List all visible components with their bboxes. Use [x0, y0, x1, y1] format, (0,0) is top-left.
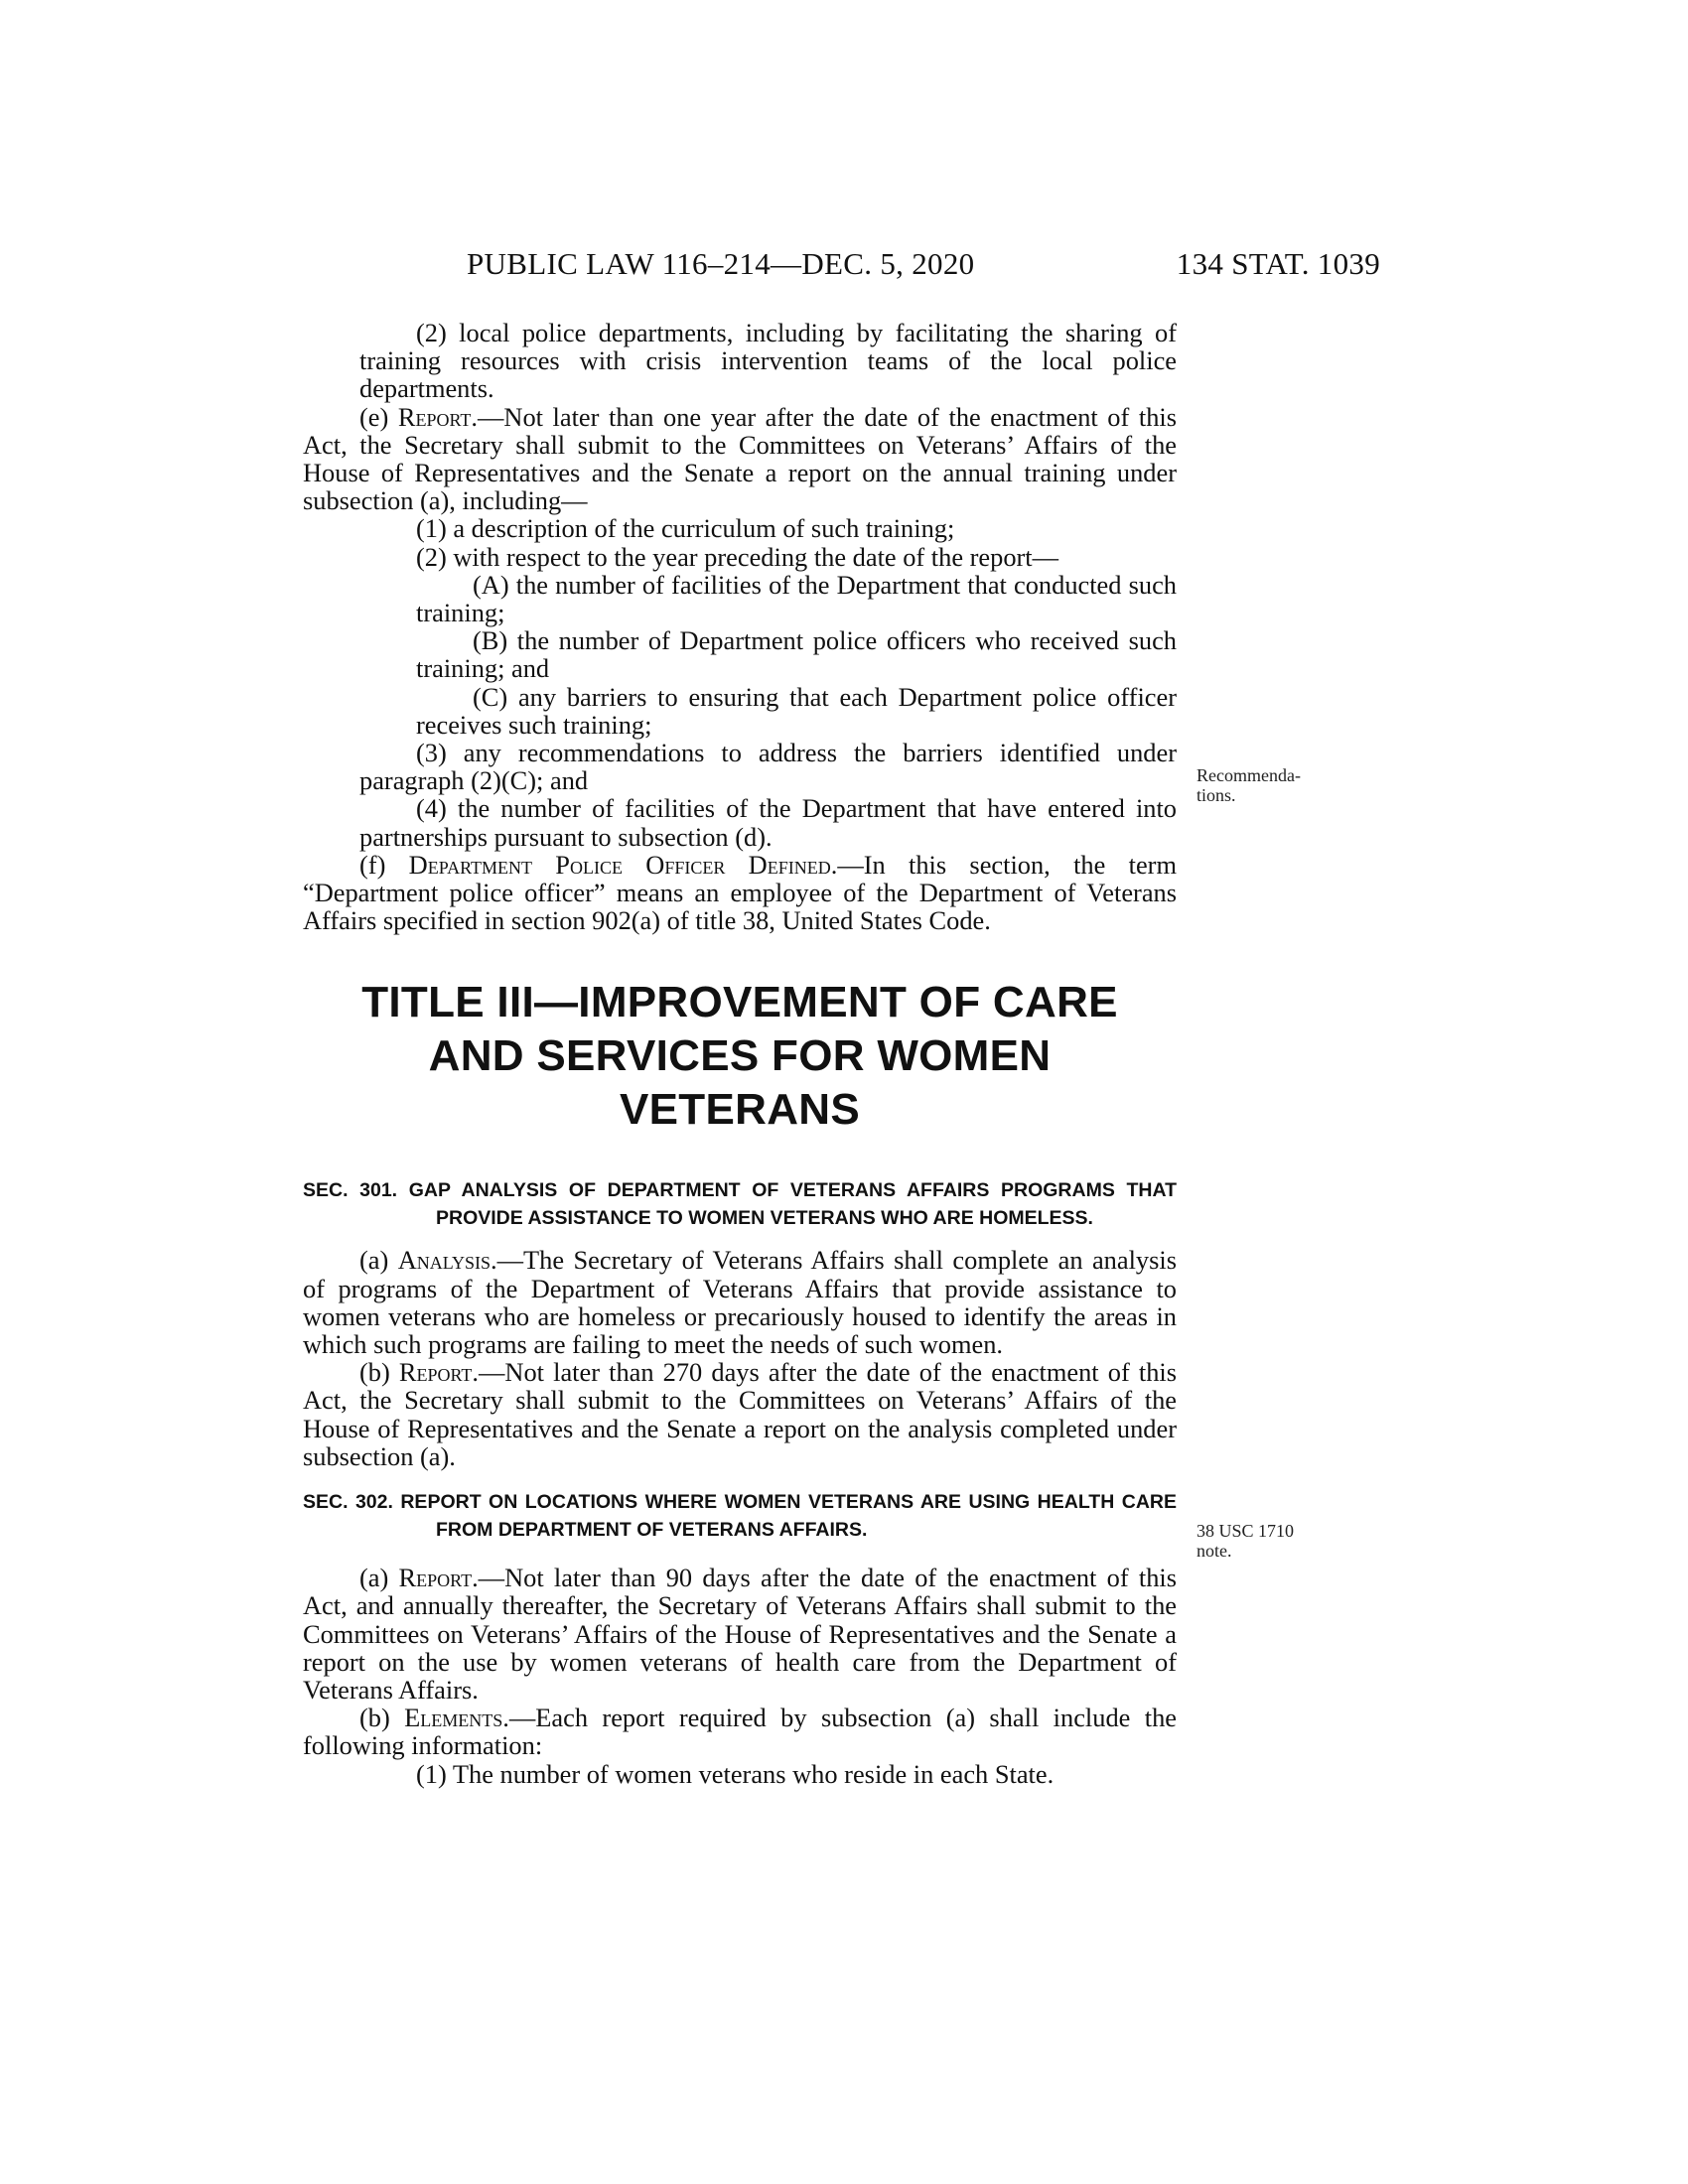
- paragraph-e2: (2) with respect to the year preceding the date of the report—: [416, 541, 1059, 572]
- paragraph-local-police: (2) local police departments, including by facilitating the sharing of training resources with crisis intervention teams of the local police departments.: [359, 318, 1177, 404]
- paragraph-e4: (4) the number of facilities of the Department that have entered into partnerships pursuant to subsection (d).: [359, 793, 1177, 852]
- subparagraph-e2a: (A) the number of facilities of the Department that conducted such training;: [416, 569, 1177, 628]
- page-header: [298, 246, 1380, 286]
- section-302-heading: SEC. 302. REPORT ON LOCATIONS WHERE WOMEN VETERANS ARE USING HEALTH CARE FROM DEPARTMENT OF VETERANS AFFAIRS.: [303, 1491, 1177, 1542]
- section-302-subsection-a: (a) Report.—Not later than 90 days after the date of the enactment of this Act, and annually thereafter, the Secretary of Veterans Affairs shall submit to the Committees on Veterans’ Affairs of the House of Representatives and the Senate a report on the use by women veterans of health care from the Department of Veterans Affairs.: [303, 1563, 1177, 1705]
- title-heading: TITLE III—IMPROVEMENT OF CARE AND SERVICES FOR WOMEN VETERANS: [361, 978, 1118, 1135]
- document-body: [303, 319, 1177, 1788]
- section-301-subsection-a: (a) Analysis.—The Secretary of Veterans Affairs shall complete an analysis of programs of the Department of Veterans Affairs that provide assistance to women veterans who are homeless or precariously housed to identify the areas in which such programs are failing to meet the needs of such women.: [303, 1245, 1177, 1360]
- statute-page-number: 134 STAT. 1039: [1176, 246, 1380, 281]
- public-law-citation: PUBLIC LAW 116–214—DEC. 5, 2020: [467, 246, 975, 281]
- section-301-a-heading: Analysis: [397, 1245, 492, 1276]
- subparagraph-e2b: (B) the number of Department police officers who received such training; and: [416, 625, 1177, 684]
- section-302-subsection-b: (b) Elements.—Each report required by subsection (a) shall include the following information:: [303, 1703, 1177, 1761]
- margin-note-usc-citation: 38 USC 1710 note.: [1196, 1521, 1295, 1561]
- section-301-b-heading: Report: [398, 1357, 473, 1388]
- section-301-subsection-b: (b) Report.—Not later than 270 days after the date of the enactment of this Act, the Secretary shall submit to the Committees on Veterans’ Affairs of the House of Representatives and the Senate a report on the analysis completed under subsection (a).: [303, 1357, 1177, 1471]
- subsection-f-heading: Department Police Officer Defined: [408, 849, 831, 880]
- paragraph-e3: (3) any recommendations to address the barriers identified under paragraph (2)(C); and: [359, 738, 1177, 796]
- subparagraph-e2c: (C) any barriers to ensuring that each Department police officer receives such training;: [416, 681, 1177, 740]
- subsection-f-definition: (f) Department Police Officer Defined.—In this section, the term “Department police officer” means an employee of the Department of Veterans Affairs specified in section 902(a) of title 38, United States Code.: [303, 849, 1177, 936]
- section-302-a-heading: Report: [398, 1563, 473, 1593]
- section-301-heading: SEC. 301. GAP ANALYSIS OF DEPARTMENT OF VETERANS AFFAIRS PROGRAMS THAT PROVIDE ASSISTANCE TO WOMEN VETERANS WHO ARE HOMELESS.: [303, 1179, 1177, 1230]
- section-302-paragraph-b1: (1) The number of women veterans who reside in each State.: [416, 1758, 1055, 1789]
- margin-note-recommendations: Recommenda- tions.: [1196, 765, 1301, 805]
- subsection-e-report: (e) Report.—Not later than one year after the date of the enactment of this Act, the Secretary shall submit to the Committees on Veterans’ Affairs of the House of Representatives and the Senate a report on the annual training under subsection (a), including—: [303, 401, 1177, 516]
- subsection-e-heading: Report: [397, 401, 472, 432]
- section-302-b-heading: Elements: [404, 1703, 503, 1733]
- paragraph-e1: (1) a description of the curriculum of such training;: [416, 513, 955, 544]
